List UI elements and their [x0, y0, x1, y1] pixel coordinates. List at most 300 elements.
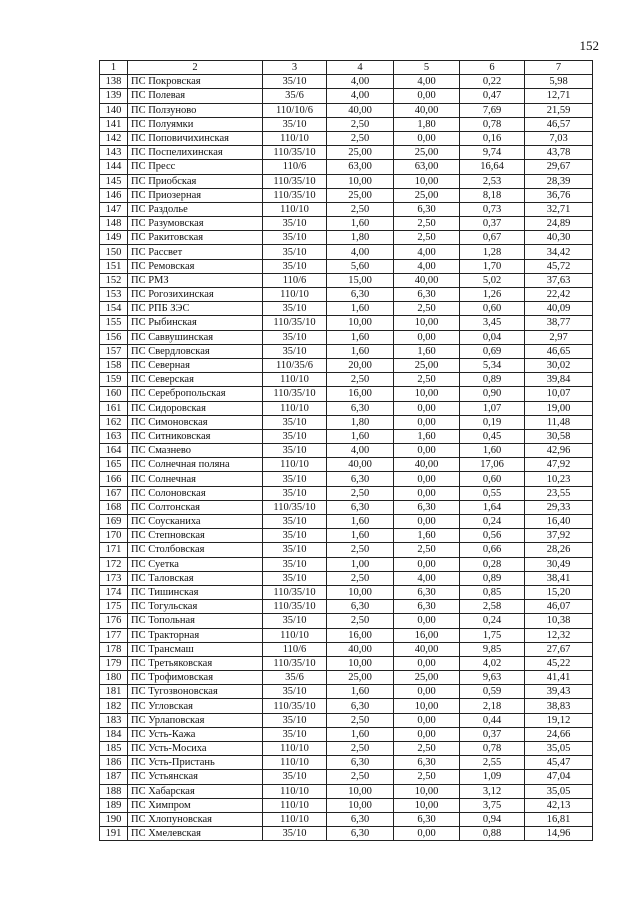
table-cell: 17,06: [460, 458, 525, 472]
table-cell: 156: [100, 330, 128, 344]
table-cell: 139: [100, 89, 128, 103]
table-row: [100, 600, 593, 614]
table-cell: 166: [100, 472, 128, 486]
table-cell: 12,71: [525, 89, 593, 103]
table-cell: 63,00: [394, 160, 460, 174]
table-cell: ПС Пресс: [128, 160, 263, 174]
table-cell: ПС Хабарская: [128, 784, 263, 798]
table-cell: 2,50: [394, 770, 460, 784]
table-cell: ПС Солтонская: [128, 500, 263, 514]
table-cell: ПС Приозерная: [128, 188, 263, 202]
table-cell: 2,50: [327, 543, 394, 557]
table-cell: 110/35/10: [263, 387, 327, 401]
table-cell: ПС Покровская: [128, 75, 263, 89]
table-cell: 0,00: [394, 89, 460, 103]
table-cell: 4,00: [327, 89, 394, 103]
table-cell: ПС Ракитовская: [128, 231, 263, 245]
table-cell: 34,42: [525, 245, 593, 259]
table-cell: 165: [100, 458, 128, 472]
table-cell: 16,00: [327, 387, 394, 401]
table-row: [100, 160, 593, 174]
table-cell: 145: [100, 174, 128, 188]
table-row: [100, 500, 593, 514]
table-cell: 35/10: [263, 486, 327, 500]
table-cell: 1,60: [394, 429, 460, 443]
table-cell: 29,67: [525, 160, 593, 174]
table-row: [100, 103, 593, 117]
table-cell: 25,00: [394, 671, 460, 685]
table-cell: 0,89: [460, 571, 525, 585]
table-cell: 4,00: [394, 245, 460, 259]
table-cell: 110/6: [263, 273, 327, 287]
table-cell: 2,50: [394, 231, 460, 245]
table-cell: 2,50: [327, 202, 394, 216]
table-cell: 0,24: [460, 614, 525, 628]
table-cell: ПС РМЗ: [128, 273, 263, 287]
table-cell: 7,03: [525, 131, 593, 145]
table-cell: ПС Саввушинская: [128, 330, 263, 344]
table-cell: 0,00: [394, 486, 460, 500]
table-cell: 110/10: [263, 401, 327, 415]
table-cell: 0,89: [460, 373, 525, 387]
table-row: [100, 685, 593, 699]
table-cell: 177: [100, 628, 128, 642]
table-cell: 159: [100, 373, 128, 387]
table-cell: 0,45: [460, 429, 525, 443]
table-row: [100, 231, 593, 245]
table-cell: ПС Северная: [128, 358, 263, 372]
table-cell: 0,00: [394, 827, 460, 841]
data-table: [99, 60, 593, 841]
table-cell: 110/10: [263, 288, 327, 302]
table-cell: 35/10: [263, 259, 327, 273]
table-row: [100, 429, 593, 443]
table-cell: ПС Ситниковская: [128, 429, 263, 443]
table-cell: 0,59: [460, 685, 525, 699]
table-cell: 9,85: [460, 642, 525, 656]
table-cell: 12,32: [525, 628, 593, 642]
table-row: [100, 798, 593, 812]
table-cell: 35/10: [263, 330, 327, 344]
table-row: [100, 188, 593, 202]
table-cell: 35/10: [263, 685, 327, 699]
table-cell: 35/10: [263, 727, 327, 741]
table-cell: 37,92: [525, 529, 593, 543]
table-row: [100, 628, 593, 642]
table-cell: 30,02: [525, 358, 593, 372]
table-cell: 2,58: [460, 600, 525, 614]
table-cell: 35/10: [263, 827, 327, 841]
table-cell: 110/6: [263, 642, 327, 656]
column-header: 3: [263, 61, 327, 75]
table-cell: 9,74: [460, 146, 525, 160]
table-cell: ПС Хлопуновская: [128, 812, 263, 826]
table-cell: 45,47: [525, 756, 593, 770]
table-cell: 40,00: [327, 642, 394, 656]
table-cell: ПС Сидоровская: [128, 401, 263, 415]
table-cell: 2,50: [327, 373, 394, 387]
table-cell: 1,80: [394, 117, 460, 131]
table-cell: 35/6: [263, 671, 327, 685]
table-cell: 15,20: [525, 585, 593, 599]
table-cell: 2,50: [394, 543, 460, 557]
table-row: [100, 557, 593, 571]
table-cell: 6,30: [394, 600, 460, 614]
table-cell: 10,00: [327, 656, 394, 670]
table-cell: ПС Поповичихинская: [128, 131, 263, 145]
column-header: 7: [525, 61, 593, 75]
table-cell: 4,02: [460, 656, 525, 670]
table-cell: ПС Солнечная поляна: [128, 458, 263, 472]
table-cell: 0,00: [394, 656, 460, 670]
table-cell: 0,00: [394, 515, 460, 529]
table-cell: 0,94: [460, 812, 525, 826]
table-cell: 1,60: [394, 529, 460, 543]
table-cell: 10,00: [327, 585, 394, 599]
table-cell: 174: [100, 585, 128, 599]
table-cell: 176: [100, 614, 128, 628]
table-cell: 46,57: [525, 117, 593, 131]
table-cell: 110/10/6: [263, 103, 327, 117]
table-cell: 1,70: [460, 259, 525, 273]
table-cell: 0,28: [460, 557, 525, 571]
table-cell: 2,50: [394, 217, 460, 231]
table-cell: ПС Разумовская: [128, 217, 263, 231]
table-cell: 4,00: [394, 259, 460, 273]
table-cell: 19,00: [525, 401, 593, 415]
table-cell: 164: [100, 444, 128, 458]
table-cell: ПС Соусканиха: [128, 515, 263, 529]
table-cell: 35/10: [263, 614, 327, 628]
table-cell: 6,30: [327, 827, 394, 841]
table-cell: 6,30: [327, 812, 394, 826]
table-cell: ПС Ремовская: [128, 259, 263, 273]
table-cell: ПС Таловская: [128, 571, 263, 585]
table-cell: 35/10: [263, 515, 327, 529]
table-cell: 10,00: [394, 784, 460, 798]
table-cell: ПС Северская: [128, 373, 263, 387]
table-cell: 0,55: [460, 486, 525, 500]
table-cell: 110/10: [263, 131, 327, 145]
table-cell: 180: [100, 671, 128, 685]
page-number: 152: [579, 38, 599, 53]
table-cell: 35/10: [263, 557, 327, 571]
table-row: [100, 401, 593, 415]
table-cell: 1,09: [460, 770, 525, 784]
table-cell: 35/10: [263, 217, 327, 231]
table-cell: 0,00: [394, 713, 460, 727]
table-cell: 2,55: [460, 756, 525, 770]
table-cell: 183: [100, 713, 128, 727]
table-row: [100, 571, 593, 585]
table-cell: 163: [100, 429, 128, 443]
table-cell: 35/10: [263, 245, 327, 259]
table-cell: 2,50: [327, 571, 394, 585]
table-cell: 143: [100, 146, 128, 160]
table-cell: 2,50: [327, 131, 394, 145]
table-cell: 4,00: [327, 444, 394, 458]
table-cell: 0,78: [460, 742, 525, 756]
table-cell: 152: [100, 273, 128, 287]
table-cell: 0,85: [460, 585, 525, 599]
table-row: [100, 515, 593, 529]
table-cell: 0,66: [460, 543, 525, 557]
table-cell: 186: [100, 756, 128, 770]
table-cell: 1,80: [327, 415, 394, 429]
table-cell: 0,60: [460, 472, 525, 486]
table-cell: 3,45: [460, 316, 525, 330]
table-cell: 24,66: [525, 727, 593, 741]
table-cell: 10,00: [394, 699, 460, 713]
table-cell: ПС Трофимовская: [128, 671, 263, 685]
table-cell: 1,60: [327, 529, 394, 543]
table-cell: 0,00: [394, 444, 460, 458]
table-cell: 171: [100, 543, 128, 557]
table-cell: 110/6: [263, 160, 327, 174]
table-cell: 25,00: [394, 358, 460, 372]
table-cell: 169: [100, 515, 128, 529]
table-cell: 1,60: [327, 217, 394, 231]
table-cell: 11,48: [525, 415, 593, 429]
table-cell: 154: [100, 302, 128, 316]
table-cell: 16,00: [327, 628, 394, 642]
table-cell: 15,00: [327, 273, 394, 287]
table-cell: 1,60: [327, 344, 394, 358]
table-cell: 6,30: [394, 812, 460, 826]
table-cell: ПС Полуямки: [128, 117, 263, 131]
table-cell: 162: [100, 415, 128, 429]
table-cell: 2,50: [327, 486, 394, 500]
table-cell: 179: [100, 656, 128, 670]
table-cell: 0,22: [460, 75, 525, 89]
table-cell: 110/10: [263, 812, 327, 826]
table-cell: 28,39: [525, 174, 593, 188]
table-cell: 46,07: [525, 600, 593, 614]
table-cell: 140: [100, 103, 128, 117]
table-cell: ПС Серебропольская: [128, 387, 263, 401]
table-row: [100, 770, 593, 784]
table-cell: 6,30: [394, 756, 460, 770]
table-cell: 0,00: [394, 685, 460, 699]
table-cell: 4,00: [327, 245, 394, 259]
table-cell: 110/10: [263, 373, 327, 387]
table-cell: 1,60: [327, 727, 394, 741]
table-cell: 1,80: [327, 231, 394, 245]
table-cell: 35,05: [525, 742, 593, 756]
table-cell: 35/10: [263, 344, 327, 358]
header-row: [100, 61, 593, 75]
table-cell: ПС Устьянская: [128, 770, 263, 784]
table-cell: 40,00: [394, 642, 460, 656]
table-row: [100, 202, 593, 216]
table-cell: ПС Поспелихинская: [128, 146, 263, 160]
table-cell: 110/35/10: [263, 500, 327, 514]
table-cell: 40,00: [327, 458, 394, 472]
table-cell: 20,00: [327, 358, 394, 372]
table-row: [100, 656, 593, 670]
table-cell: 2,50: [394, 373, 460, 387]
table-cell: 30,49: [525, 557, 593, 571]
table-cell: 35/10: [263, 75, 327, 89]
table-cell: 23,55: [525, 486, 593, 500]
table-cell: 10,07: [525, 387, 593, 401]
table-row: [100, 756, 593, 770]
table-cell: 10,00: [394, 174, 460, 188]
table-cell: 110/35/6: [263, 358, 327, 372]
table-row: [100, 444, 593, 458]
table-cell: 10,00: [327, 784, 394, 798]
table-cell: ПС Симоновская: [128, 415, 263, 429]
table-cell: 155: [100, 316, 128, 330]
table-cell: 5,98: [525, 75, 593, 89]
table-cell: 161: [100, 401, 128, 415]
table-row: [100, 174, 593, 188]
table-cell: 27,67: [525, 642, 593, 656]
table-cell: 63,00: [327, 160, 394, 174]
table-cell: 7,69: [460, 103, 525, 117]
table-row: [100, 812, 593, 826]
table-cell: 47,04: [525, 770, 593, 784]
table-row: [100, 75, 593, 89]
table-cell: 168: [100, 500, 128, 514]
table-cell: 16,00: [394, 628, 460, 642]
table-cell: 110/10: [263, 202, 327, 216]
table-cell: 10,23: [525, 472, 593, 486]
table-cell: 158: [100, 358, 128, 372]
table-cell: 110/10: [263, 458, 327, 472]
table-cell: 167: [100, 486, 128, 500]
table-cell: 0,04: [460, 330, 525, 344]
table-row: [100, 486, 593, 500]
table-cell: 0,16: [460, 131, 525, 145]
table-cell: 5,60: [327, 259, 394, 273]
table-cell: 172: [100, 557, 128, 571]
table-cell: 110/35/10: [263, 585, 327, 599]
table-cell: 1,26: [460, 288, 525, 302]
table-cell: 157: [100, 344, 128, 358]
table-cell: ПС Третьяковская: [128, 656, 263, 670]
table-cell: 0,88: [460, 827, 525, 841]
table-cell: 8,18: [460, 188, 525, 202]
table-cell: 173: [100, 571, 128, 585]
table-cell: 45,22: [525, 656, 593, 670]
table-row: [100, 742, 593, 756]
table-row: [100, 217, 593, 231]
table-cell: 16,81: [525, 812, 593, 826]
table-cell: ПС Солоновская: [128, 486, 263, 500]
table-cell: 35/10: [263, 415, 327, 429]
table-cell: ПС Тракторная: [128, 628, 263, 642]
table-cell: 190: [100, 812, 128, 826]
table-cell: 38,41: [525, 571, 593, 585]
table-cell: ПС Суетка: [128, 557, 263, 571]
table-cell: 35/10: [263, 444, 327, 458]
table-cell: ПС Рыбинская: [128, 316, 263, 330]
table-row: [100, 89, 593, 103]
table-cell: 25,00: [394, 188, 460, 202]
table-cell: 2,50: [394, 742, 460, 756]
table-cell: 150: [100, 245, 128, 259]
table-cell: 35/6: [263, 89, 327, 103]
table-cell: ПС Угловская: [128, 699, 263, 713]
table-cell: 35/10: [263, 571, 327, 585]
table-cell: 10,00: [327, 316, 394, 330]
table-cell: ПС Степновская: [128, 529, 263, 543]
column-header: 2: [128, 61, 263, 75]
table-cell: 0,19: [460, 415, 525, 429]
table-cell: 2,97: [525, 330, 593, 344]
table-cell: 1,60: [327, 685, 394, 699]
table-cell: 1,60: [460, 444, 525, 458]
table-cell: 0,73: [460, 202, 525, 216]
table-cell: 45,72: [525, 259, 593, 273]
table-cell: ПС Смазнево: [128, 444, 263, 458]
table-cell: 38,77: [525, 316, 593, 330]
table-row: [100, 302, 593, 316]
table-cell: 40,30: [525, 231, 593, 245]
table-cell: 1,75: [460, 628, 525, 642]
table-cell: 10,00: [394, 387, 460, 401]
table-cell: 25,00: [394, 146, 460, 160]
table-row: [100, 472, 593, 486]
table-cell: 3,12: [460, 784, 525, 798]
table-cell: 40,00: [327, 103, 394, 117]
table-cell: 10,38: [525, 614, 593, 628]
table-row: [100, 131, 593, 145]
table-cell: 10,00: [394, 316, 460, 330]
table-cell: 6,30: [394, 500, 460, 514]
table-cell: 25,00: [327, 188, 394, 202]
table-cell: 110/10: [263, 628, 327, 642]
table-row: [100, 330, 593, 344]
table-body: [100, 75, 593, 841]
table-cell: 0,00: [394, 727, 460, 741]
table-cell: ПС Усть-Мосиха: [128, 742, 263, 756]
table-cell: 110/35/10: [263, 174, 327, 188]
table-cell: 110/35/10: [263, 600, 327, 614]
table-cell: 4,00: [327, 75, 394, 89]
table-cell: 35/10: [263, 543, 327, 557]
table-row: [100, 827, 593, 841]
table-cell: 184: [100, 727, 128, 741]
table-cell: 35/10: [263, 529, 327, 543]
table-row: [100, 415, 593, 429]
table-cell: 5,34: [460, 358, 525, 372]
table-cell: 147: [100, 202, 128, 216]
table-cell: 110/35/10: [263, 699, 327, 713]
table-cell: 110/10: [263, 756, 327, 770]
table-cell: 175: [100, 600, 128, 614]
table-cell: 41,41: [525, 671, 593, 685]
table-cell: 39,43: [525, 685, 593, 699]
table-row: [100, 344, 593, 358]
table-row: [100, 543, 593, 557]
table-cell: 189: [100, 798, 128, 812]
table-cell: 6,30: [327, 500, 394, 514]
table-cell: 110/10: [263, 784, 327, 798]
table-cell: 153: [100, 288, 128, 302]
table-cell: 37,63: [525, 273, 593, 287]
table-row: [100, 671, 593, 685]
table-cell: 6,30: [327, 600, 394, 614]
table-row: [100, 117, 593, 131]
table-cell: 40,00: [394, 273, 460, 287]
table-cell: 6,30: [394, 288, 460, 302]
table-cell: 30,58: [525, 429, 593, 443]
column-header: 5: [394, 61, 460, 75]
table-row: [100, 273, 593, 287]
table-row: [100, 642, 593, 656]
